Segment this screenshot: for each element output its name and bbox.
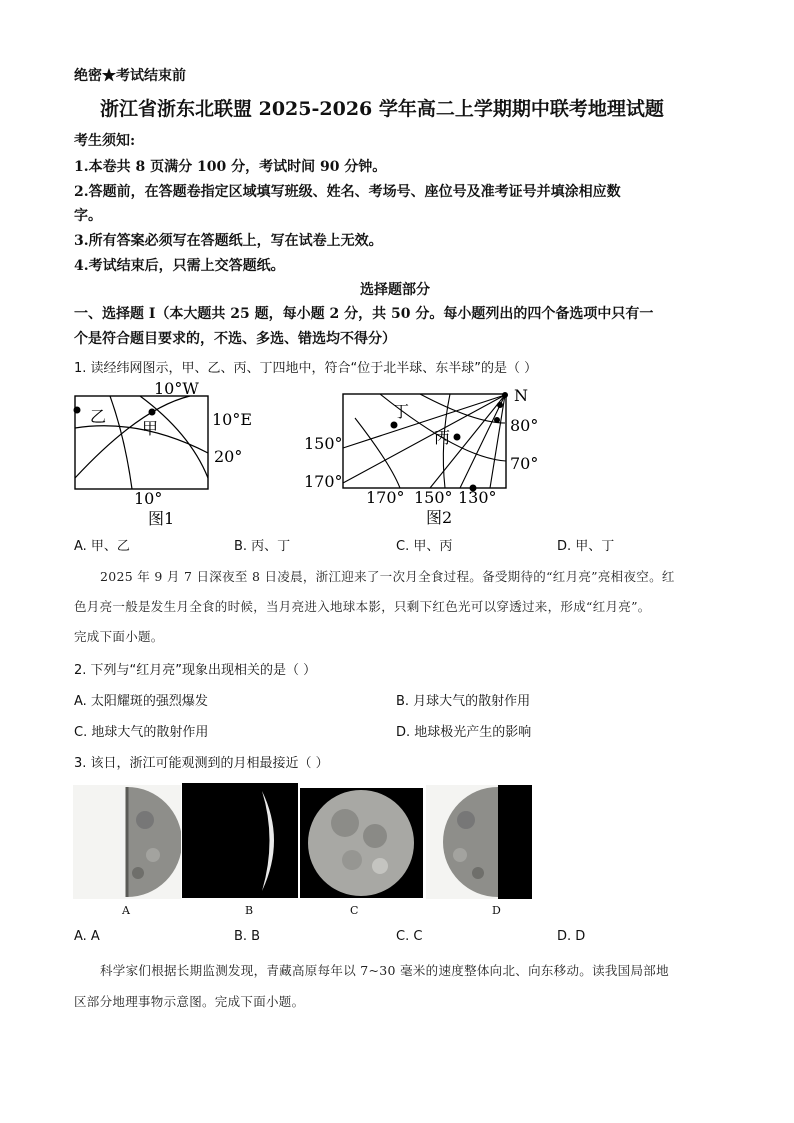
q1-option-a[interactable]: A. 甲、乙 — [74, 539, 130, 554]
moon-c-label: C — [350, 904, 359, 917]
q1-stem: 1. 读经纬网图示，甲、乙、丙、丁四地中，符合“位于北半球、东半球”的是（ ） — [74, 361, 538, 376]
fig2-north-label: N — [514, 386, 528, 405]
moon-phase-d-image — [426, 785, 532, 899]
q3-option-d[interactable]: D. D — [557, 929, 586, 944]
figure-1-graticule — [70, 378, 260, 528]
section-part-title: 选择题部分 — [360, 282, 430, 298]
q1-option-d[interactable]: D. 甲、丁 — [557, 539, 615, 554]
q3-stem: 3. 该日，浙江可能观测到的月相最接近（ ） — [74, 756, 329, 771]
fig2-150-bottom-label: 150° — [414, 488, 453, 507]
fig1-caption: 图1 — [148, 509, 175, 528]
q3-option-a[interactable]: A. A — [74, 929, 100, 944]
q1-option-c[interactable]: C. 甲、丙 — [396, 539, 453, 554]
section-instruction-2: 个是符合题目要求的，不选、多选、错选均不得分） — [74, 331, 396, 347]
fig1-right-bottom-label: 20° — [214, 447, 243, 466]
q3-option-c[interactable]: C. C — [396, 929, 423, 944]
passage2-line2: 区部分地理事物示意图。完成下面小题。 — [74, 994, 305, 1009]
fig2-130-bottom-label: 130° — [458, 488, 497, 507]
notice-item-4: 4.考试结束后，只需上交答题纸。 — [74, 258, 285, 274]
passage1-line1: 2025 年 9 月 7 日深夜至 8 日凌晨，浙江迎来了一次月全食过程。备受期待的“红月亮”亮相夜空。红 — [100, 569, 675, 584]
passage2-line1: 科学家们根据长期监测发现，青藏高原每年以 7~30 毫米的速度整体向北、向东移动。读我国局部地 — [100, 963, 669, 978]
notice-item-2-cont: 字。 — [74, 208, 102, 224]
fig2-80-label: 80° — [510, 416, 539, 435]
point-yi-label: 乙 — [90, 407, 107, 426]
notice-item-3: 3.所有答案必须写在答题纸上，写在试卷上无效。 — [74, 233, 383, 249]
exam-title: 浙江省浙东北联盟 2025-2026 学年高二上学期期中联考地理试题 — [100, 98, 664, 120]
q2-option-c[interactable]: C. 地球大气的散射作用 — [74, 725, 209, 740]
fig1-top-label: 10°W — [154, 379, 199, 398]
fig2-170-bottom-label: 170° — [366, 488, 405, 507]
moon-phase-c-image — [300, 788, 423, 898]
point-bing-label: 丙 — [434, 428, 451, 447]
point-jia-label: 甲 — [142, 419, 159, 438]
fig1-right-top-label: 10°E — [212, 410, 253, 429]
q2-option-a[interactable]: A. 太阳耀斑的强烈爆发 — [74, 694, 208, 709]
moon-phase-a-image — [73, 785, 181, 899]
q2-option-b[interactable]: B. 月球大气的散射作用 — [396, 694, 531, 709]
fig2-caption: 图2 — [426, 508, 453, 527]
passage1-line2: 色月亮一般是发生月全食的时候，当月亮进入地球本影，只剩下红色光可以穿透过来，形成“红月亮”。 — [74, 599, 651, 614]
notice-item-1: 1.本卷共 8 页满分 100 分，考试时间 90 分钟。 — [74, 159, 387, 175]
secret-label: 绝密★考试结束前 — [74, 68, 186, 84]
moon-phase-b-image — [182, 783, 298, 898]
q2-option-d[interactable]: D. 地球极光产生的影响 — [396, 725, 532, 740]
q1-option-b[interactable]: B. 丙、丁 — [234, 539, 291, 554]
passage1-line3: 完成下面小题。 — [74, 629, 164, 644]
moon-a-label: A — [122, 904, 130, 917]
moon-b-label: B — [245, 904, 254, 917]
moon-d-label: D — [492, 904, 501, 917]
figure-2-polar-graticule — [300, 383, 550, 528]
fig2-70-label: 70° — [510, 454, 539, 473]
point-ding-label: 丁 — [393, 402, 410, 421]
notice-item-2: 2.答题前，在答题卷指定区域填写班级、姓名、考场号、座位号及准考证号并填涂相应数 — [74, 184, 621, 200]
fig1-bottom-label: 10° — [134, 489, 163, 508]
fig2-150-left-label: 150° — [304, 434, 343, 453]
fig2-170-left-label: 170° — [304, 472, 343, 491]
notice-heading: 考生须知: — [74, 133, 136, 149]
q2-stem: 2. 下列与“红月亮”现象出现相关的是（ ） — [74, 663, 317, 678]
q3-option-b[interactable]: B. B — [234, 929, 261, 944]
section-instruction-1: 一、选择题 I（本大题共 25 题，每小题 2 分，共 50 分。每小题列出的四个备选项中只有一 — [74, 306, 654, 322]
